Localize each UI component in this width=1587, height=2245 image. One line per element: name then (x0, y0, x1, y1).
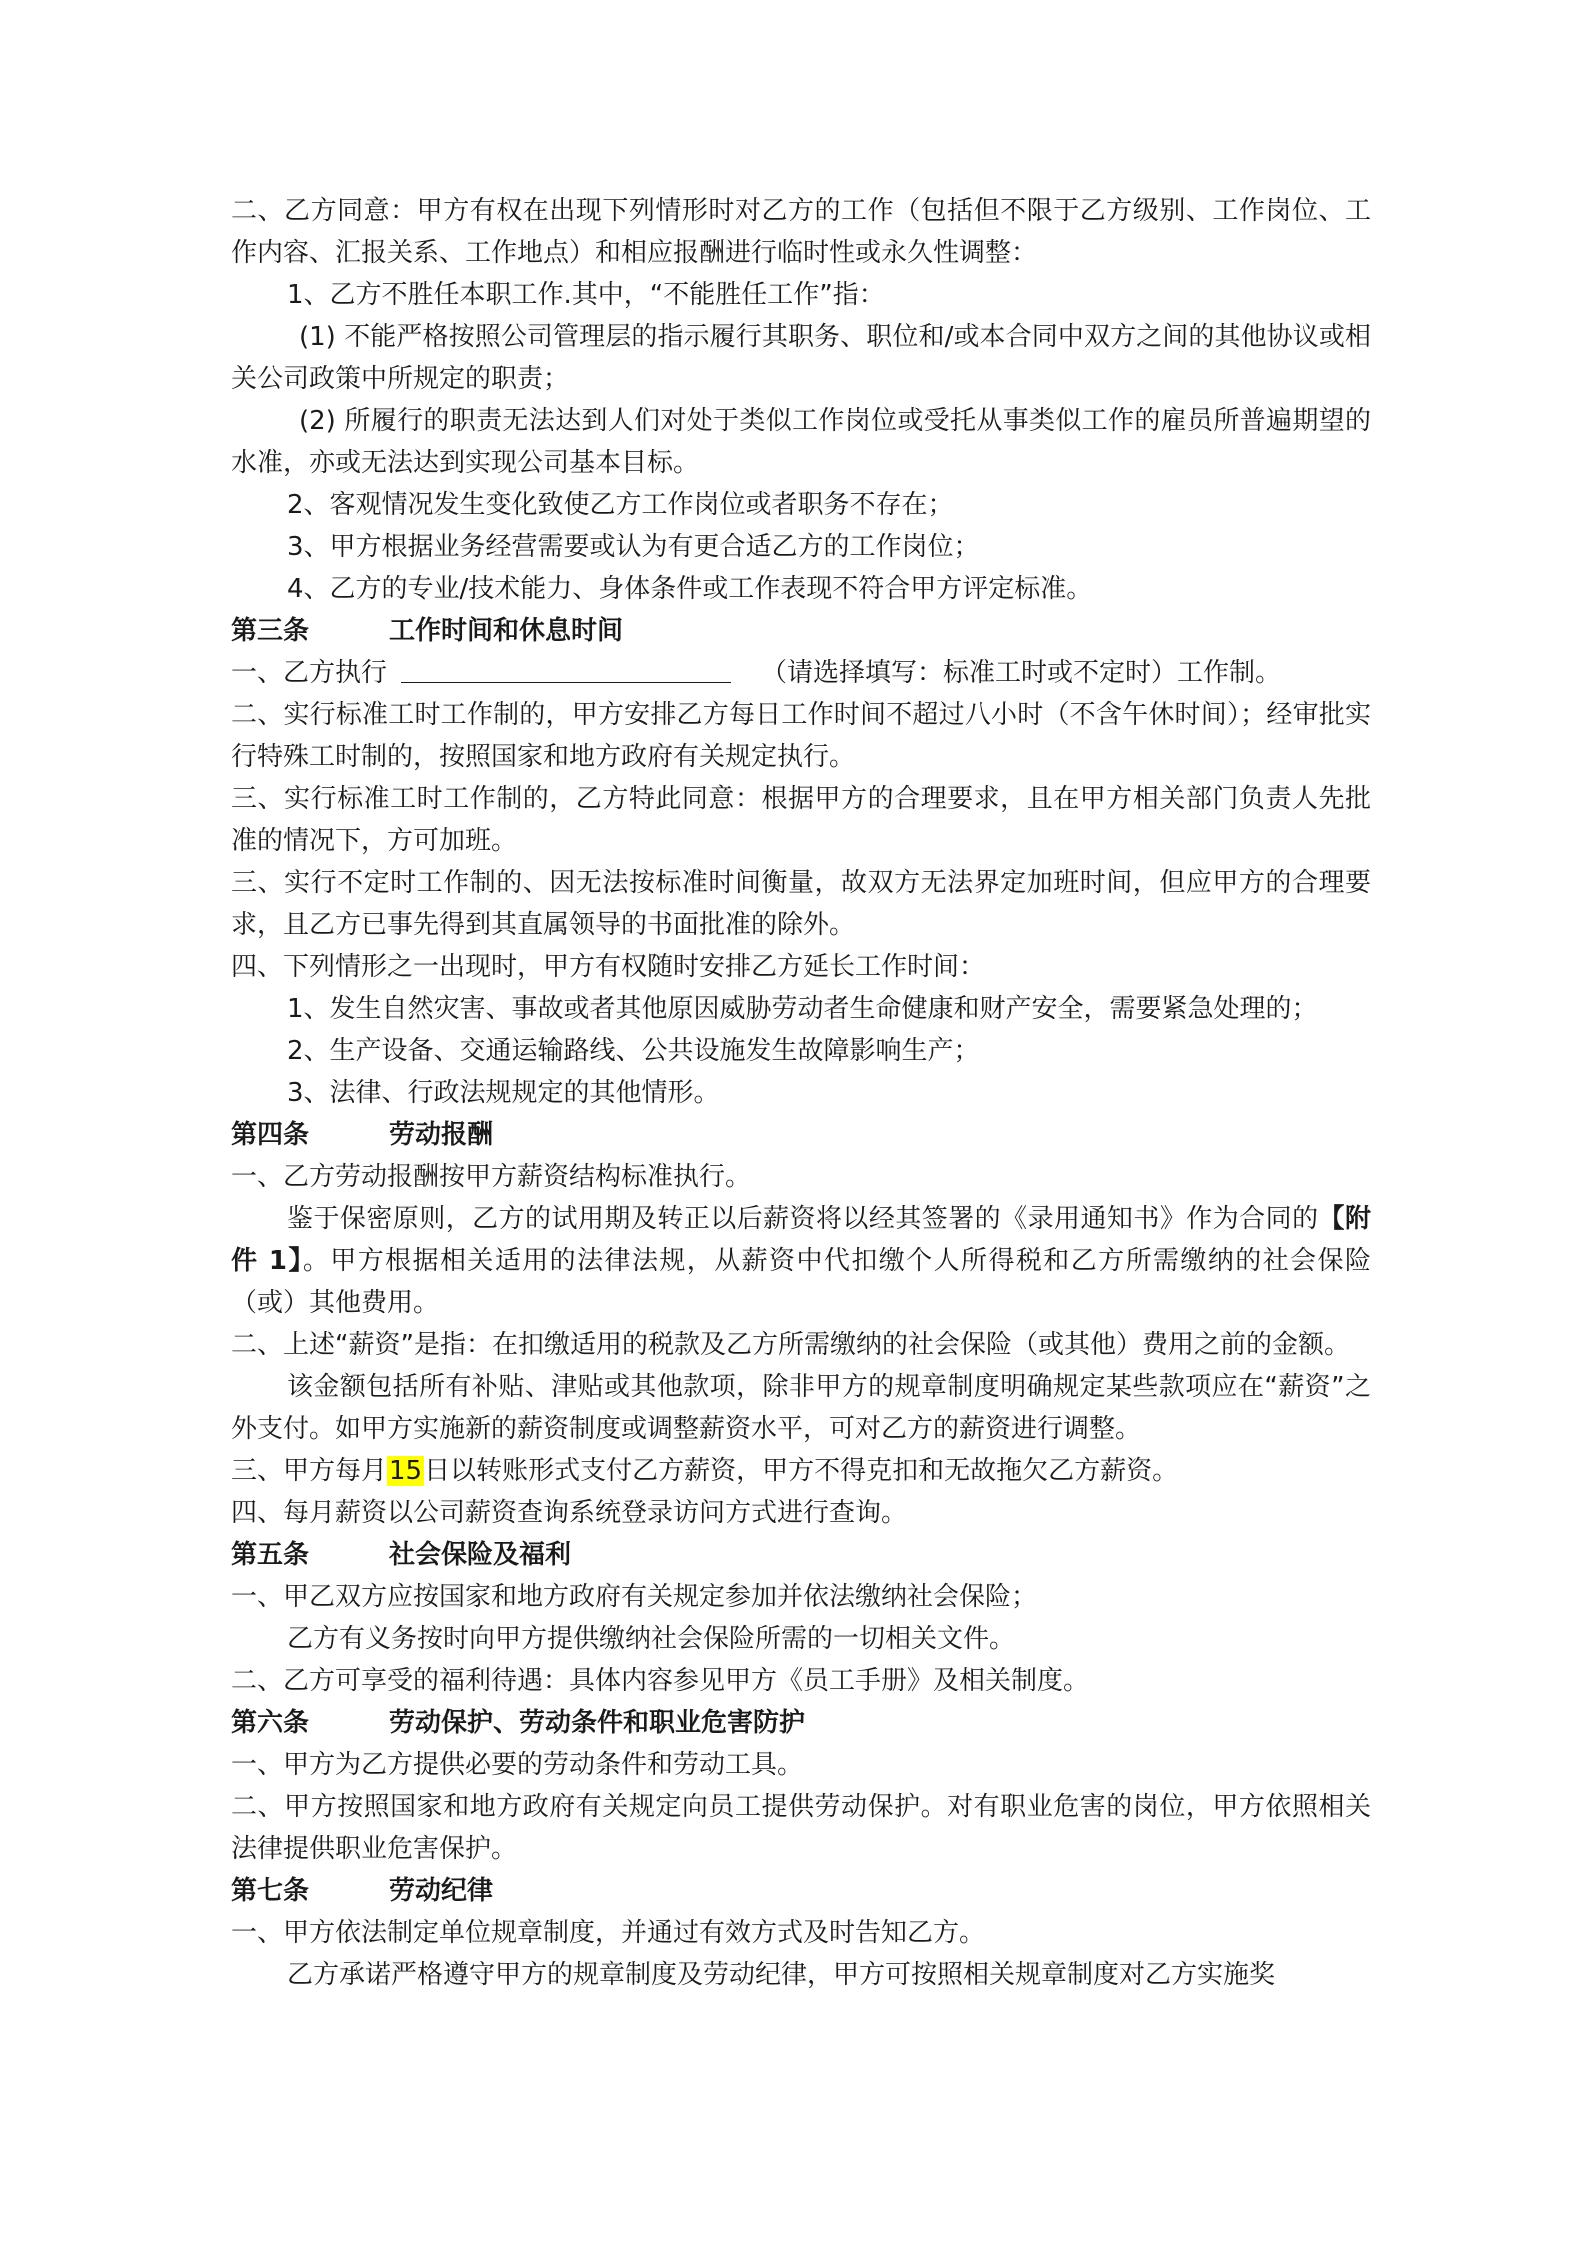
article-number: 第四条 (231, 1120, 310, 1150)
paragraph: 二、甲方按照国家和地方政府有关规定向员工提供劳动保护。对有职业危害的岗位，甲方依照相关法律提供职业危害保护。 (231, 1792, 1371, 1864)
indented-paragraph: 2、客观情况发生变化致使乙方工作岗位或者职务不存在； (287, 490, 954, 520)
article-heading (231, 1702, 1371, 1744)
indented-paragraph: 2、生产设备、交通运输路线、公共设施发生故障影响生产； (287, 1036, 980, 1066)
paragraph: 四、每月薪资以公司薪资查询系统登录访问方式进行查询。 (231, 1498, 908, 1528)
article-title: 劳动报酬 (389, 1120, 494, 1150)
indented-paragraph: 3、甲方根据业务经营需要或认为有更合适乙方的工作岗位； (287, 532, 980, 562)
paragraph-text: 日以转账形式支付乙方薪资，甲方不得克扣和无故拖欠乙方薪资。 (424, 1456, 1179, 1486)
paragraph-text: 一、乙方执行 (231, 658, 388, 688)
contract-document-body (231, 190, 1371, 1996)
paragraph: 一、甲方为乙方提供必要的劳动条件和劳动工具。 (231, 1750, 804, 1780)
paragraph: 二、乙方同意：甲方有权在出现下列情形时对乙方的工作（包括但不限于乙方级别、工作岗位、工作内容、汇报关系、工作地点）和相应报酬进行临时性或永久性调整： (231, 196, 1371, 268)
article-number: 第六条 (231, 1708, 310, 1738)
paragraph-text: 三、甲方每月 (231, 1456, 388, 1486)
paragraph: 一、甲方依法制定单位规章制度，并通过有效方式及时告知乙方。 (231, 1918, 986, 1948)
highlighted-pay-day: 15 (389, 1456, 423, 1486)
paragraph: 三、实行标准工时工作制的，乙方特此同意：根据甲方的合理要求，且在甲方相关部门负责人先批准的情况下，方可加班。 (231, 784, 1371, 856)
indented-paragraph: 1、发生自然灾害、事故或者其他原因威胁劳动者生命健康和财产安全，需要紧急处理的； (287, 994, 1318, 1024)
article-heading (231, 610, 1371, 652)
indented-paragraph: 乙方有义务按时向甲方提供缴纳社会保险所需的一切相关文件。 (287, 1624, 1016, 1654)
attachment-reference: 【附件 1】 (231, 1204, 1371, 1276)
paragraph-text: 鉴于保密原则，乙方的试用期及转正以后薪资将以经其签署的《录用通知书》作为合同的 (287, 1204, 1319, 1234)
indented-paragraph: (1) 不能严格按照公司管理层的指示履行其职务、职位和/或本合同中双方之间的其他协议或相关公司政策中所规定的职责； (231, 322, 1371, 394)
paragraph-text: 。甲方根据相关适用的法律法规，从薪资中代扣缴个人所得税和乙方所需缴纳的社会保险（或）其他费用。 (231, 1246, 1371, 1318)
paragraph (231, 1198, 1371, 1324)
paragraph: 二、乙方可享受的福利待遇：具体内容参见甲方《员工手册》及相关制度。 (231, 1666, 1090, 1696)
article-title: 社会保险及福利 (389, 1540, 572, 1570)
paragraph-text: （请选择填写：标准工时或不定时）工作制。 (761, 658, 1282, 688)
article-heading (231, 1534, 1371, 1576)
article-number: 第三条 (231, 616, 310, 646)
article-heading (231, 1870, 1371, 1912)
article-title: 劳动保护、劳动条件和职业危害防护 (389, 1708, 806, 1738)
paragraph (231, 1450, 1371, 1492)
article-heading (231, 1114, 1371, 1156)
indented-paragraph: 4、乙方的专业/技术能力、身体条件或工作表现不符合甲方评定标准。 (287, 574, 1093, 604)
paragraph: 四、下列情形之一出现时，甲方有权随时安排乙方延长工作时间： (231, 952, 986, 982)
work-hours-system-blank[interactable] (401, 658, 731, 683)
indented-paragraph: (2) 所履行的职责无法达到人们对处于类似工作岗位或受托从事类似工作的雇员所普遍期望的水准，亦或无法达到实现公司基本目标。 (231, 406, 1371, 478)
indented-paragraph: 1、乙方不胜任本职工作.其中，“不能胜任工作”指： (287, 280, 885, 310)
paragraph: 三、实行不定时工作制的、因无法按标准时间衡量，故双方无法界定加班时间，但应甲方的合理要求，且乙方已事先得到其直属领导的书面批准的除外。 (231, 868, 1371, 940)
article-title: 工作时间和休息时间 (389, 616, 624, 646)
paragraph: 二、实行标准工时工作制的，甲方安排乙方每日工作时间不超过八小时（不含午休时间）；经审批实行特殊工时制的，按照国家和地方政府有关规定执行。 (231, 700, 1371, 772)
article-number: 第五条 (231, 1540, 310, 1570)
article-title: 劳动纪律 (389, 1876, 494, 1906)
paragraph: 一、乙方劳动报酬按甲方薪资结构标准执行。 (231, 1162, 752, 1192)
article-number: 第七条 (231, 1876, 310, 1906)
indented-paragraph: 该金额包括所有补贴、津贴或其他款项，除非甲方的规章制度明确规定某些款项应在“薪资”之外支付。如甲方实施新的薪资制度或调整薪资水平，可对乙方的薪资进行调整。 (231, 1372, 1371, 1444)
fill-in-paragraph (231, 652, 1371, 694)
indented-paragraph: 3、法律、行政法规规定的其他情形。 (287, 1078, 720, 1108)
indented-paragraph: 乙方承诺严格遵守甲方的规章制度及劳动纪律，甲方可按照相关规章制度对乙方实施奖 (287, 1960, 1276, 1990)
paragraph: 一、甲乙双方应按国家和地方政府有关规定参加并依法缴纳社会保险； (231, 1582, 1038, 1612)
paragraph: 二、上述“薪资”是指：在扣缴适用的税款及乙方所需缴纳的社会保险（或其他）费用之前的金额。 (231, 1330, 1350, 1360)
